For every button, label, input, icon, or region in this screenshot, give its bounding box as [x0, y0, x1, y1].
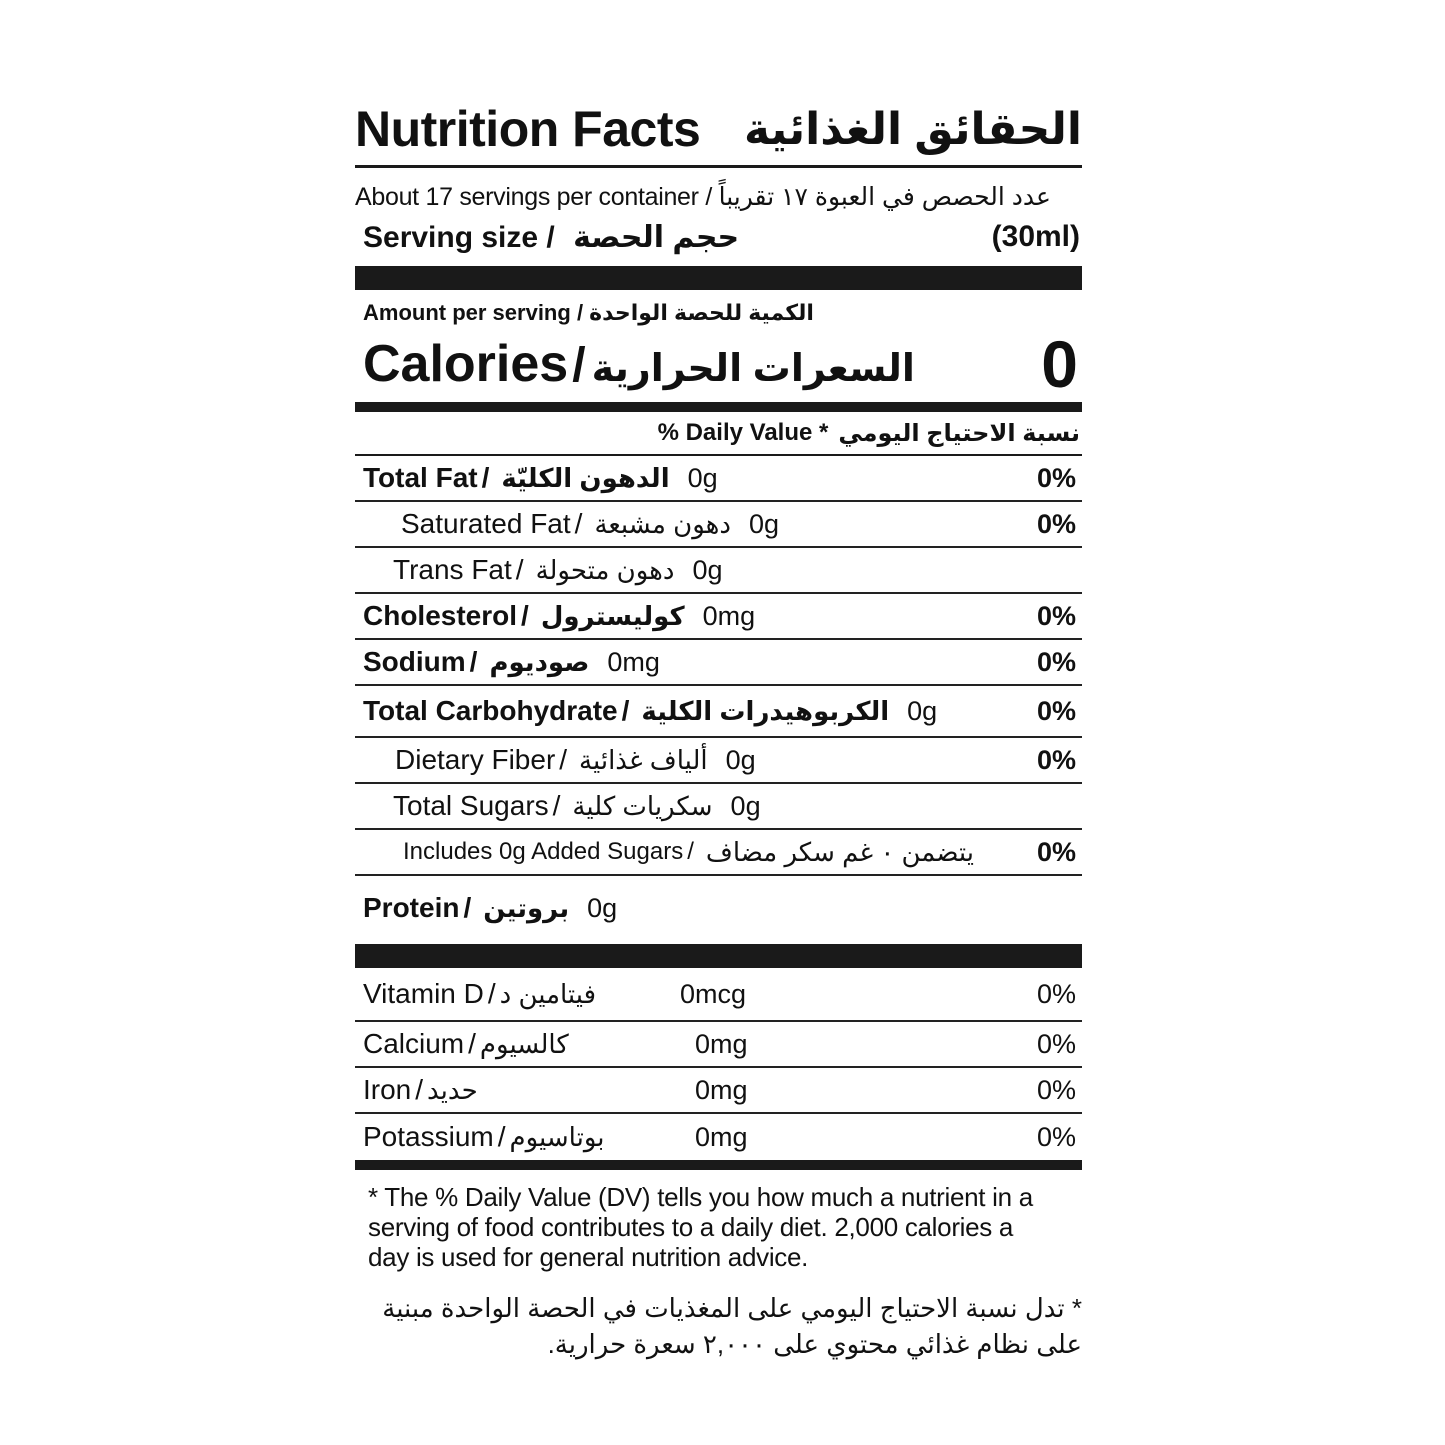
vitamin-amount: 0mg — [695, 1074, 748, 1105]
vitamin-row-vitamin-d: Vitamin D / فيتامين د 0mcg 0% — [355, 968, 1082, 1022]
nutrient-name-ar: صوديوم — [489, 646, 590, 677]
nutrient-row-added-sugars: Includes 0g Added Sugars / يتضمن ٠ غم سكر مضاف 0% — [355, 830, 1082, 876]
nutrient-dv: 0% — [1036, 462, 1076, 493]
nutrient-amount: 0g — [748, 508, 779, 539]
calories-value: 0 — [1041, 327, 1078, 401]
nutrient-row-total-sugars: Total Sugars / سكريات كلية 0g — [355, 784, 1082, 830]
vitamin-name: Calcium — [363, 1028, 465, 1059]
nutrient-row-trans-fat: Trans Fat / دهون متحولة 0g — [355, 548, 1082, 594]
serving-size-label-en: Serving size / — [363, 220, 555, 254]
thick-divider — [355, 266, 1082, 290]
nutrient-amount: 0g — [907, 695, 938, 726]
vitamin-name: Iron — [363, 1074, 412, 1105]
nutrient-dv: 0% — [1036, 744, 1076, 775]
nutrient-row-saturated-fat: Saturated Fat / دهون مشبعة 0g 0% — [355, 502, 1082, 548]
footnote-en: * The % Daily Value (DV) tells you how much a nutrient in a serving of food contributes to a daily diet. 2,000 calories a day is used for general nutrition advice. — [368, 1182, 1033, 1272]
calories-separator: / — [572, 339, 586, 392]
title-row — [355, 95, 1082, 163]
vitamin-name-ar: فيتامين د — [499, 978, 597, 1009]
nutrient-amount: 0g — [725, 744, 756, 775]
vitamin-row-iron: Iron / حديد 0mg 0% — [355, 1068, 1082, 1114]
nutrient-name: Saturated Fat — [401, 508, 571, 539]
nutrient-amount: 0g — [692, 554, 723, 585]
nutrition-facts-label — [355, 95, 1082, 1170]
nutrient-amount: 0mg — [607, 646, 660, 677]
amount-per-serving-ar: الكمية للحصة الواحدة — [589, 300, 814, 325]
vitamin-dv: 0% — [1036, 1028, 1076, 1059]
vitamin-name: Vitamin D — [363, 978, 484, 1009]
amount-per-serving-en: Amount per serving — [363, 300, 571, 325]
daily-value-header-ar: نسبة الاحتياج اليومي — [838, 419, 1080, 447]
nutrient-name-ar: دهون متحولة — [535, 554, 675, 585]
nutrient-row-total-fat: Total Fat / الدهون الكليّة 0g 0% — [355, 456, 1082, 502]
vitamin-amount: 0mg — [695, 1121, 748, 1152]
nutrient-row-cholesterol: Cholesterol / كوليسترول 0mg 0% — [355, 594, 1082, 640]
nutrient-name-ar: سكريات كلية — [572, 790, 713, 821]
daily-value-header-en: % Daily Value * — [657, 419, 829, 446]
vitamin-name-ar: بوتاسيوم — [509, 1121, 605, 1152]
serving-size-label-ar: حجم الحصة — [573, 220, 740, 254]
daily-value-header — [355, 412, 1082, 454]
nutrient-name: Total Sugars — [393, 790, 549, 821]
nutrient-row-dietary-fiber: Dietary Fiber / ألياف غذائية 0g 0% — [355, 738, 1082, 784]
calories-divider — [355, 402, 1082, 412]
nutrient-row-protein: Protein / بروتين 0g — [363, 892, 618, 923]
bottom-divider — [355, 1160, 1082, 1170]
nutrient-name-ar: دهون مشبعة — [594, 508, 731, 539]
nutrient-name: Total Carbohydrate — [363, 695, 618, 726]
protein-divider — [355, 944, 1082, 968]
nutrient-name-ar: بروتين — [483, 892, 570, 923]
nutrient-dv: 0% — [1036, 695, 1076, 726]
nutrient-row-sodium: Sodium / صوديوم 0mg 0% — [355, 640, 1082, 686]
nutrient-row-total-carbohydrate: Total Carbohydrate / الكربوهيدرات الكلية 0g 0% — [355, 686, 1082, 738]
nutrient-amount: 0g — [587, 892, 618, 923]
nutrient-name: Includes 0g Added Sugars — [403, 838, 684, 865]
amount-per-serving: Amount per serving / الكمية للحصة الواحدة — [363, 300, 814, 325]
title-en: Nutrition Facts — [355, 101, 701, 157]
nutrient-amount: 0g — [687, 462, 718, 493]
nutrient-name: Protein — [363, 892, 460, 923]
vitamin-row-calcium: Calcium / كالسيوم 0mg 0% — [355, 1022, 1082, 1068]
vitamin-name-ar: كالسيوم — [479, 1028, 569, 1059]
vitamin-name: Potassium — [363, 1121, 494, 1152]
nutrient-name-ar: الدهون الكليّة — [501, 462, 670, 493]
calories-label-en: Calories — [363, 335, 569, 393]
nutrient-dv: 0% — [1036, 646, 1076, 677]
nutrient-amount: 0g — [730, 790, 761, 821]
nutrient-name: Total Fat — [363, 462, 478, 493]
nutrient-name-ar: ألياف غذائية — [579, 744, 708, 775]
nutrient-name-ar: الكربوهيدرات الكلية — [641, 695, 890, 726]
nutrient-name-ar: كوليسترول — [540, 600, 685, 631]
title-divider — [355, 165, 1082, 168]
nutrient-dv: 0% — [1036, 508, 1076, 539]
vitamin-amount: 0mcg — [680, 978, 747, 1009]
servings-per-container: About 17 servings per container / عدد الحصص في العبوة ١٧ تقريباً — [355, 183, 1051, 211]
nutrient-name-ar: يتضمن ٠ غم سكر مضاف — [705, 836, 974, 867]
vitamin-dv: 0% — [1036, 1121, 1076, 1152]
nutrient-name: Trans Fat — [393, 554, 512, 585]
serving-size-row — [355, 212, 1082, 262]
nutrient-dv: 0% — [1036, 836, 1076, 867]
vitamin-row-potassium: Potassium / بوتاسيوم 0mg 0% — [363, 1121, 1076, 1152]
vitamin-dv: 0% — [1036, 1074, 1076, 1105]
nutrient-name: Dietary Fiber — [395, 744, 556, 775]
nutrient-name: Cholesterol — [363, 600, 518, 631]
vitamin-name-ar: حديد — [427, 1074, 478, 1105]
nutrient-name: Sodium — [363, 646, 466, 677]
serving-size-value: (30ml) — [991, 220, 1080, 253]
nutrient-amount: 0mg — [702, 600, 756, 631]
calories-row — [355, 326, 1082, 402]
calories-label-ar: السعرات الحرارية — [591, 348, 915, 390]
nutrient-dv: 0% — [1036, 600, 1076, 631]
footnote-ar: * تدل نسبة الاحتياج اليومي على المغذيات في الحصة الواحدة مبنية على نظام غذائي محتوي على ٢,٠٠٠ سعرة حرارية. — [382, 1293, 1082, 1359]
vitamin-dv: 0% — [1036, 978, 1076, 1009]
vitamin-amount: 0mg — [695, 1028, 748, 1059]
title-ar: الحقائق الغذائية — [743, 104, 1082, 154]
